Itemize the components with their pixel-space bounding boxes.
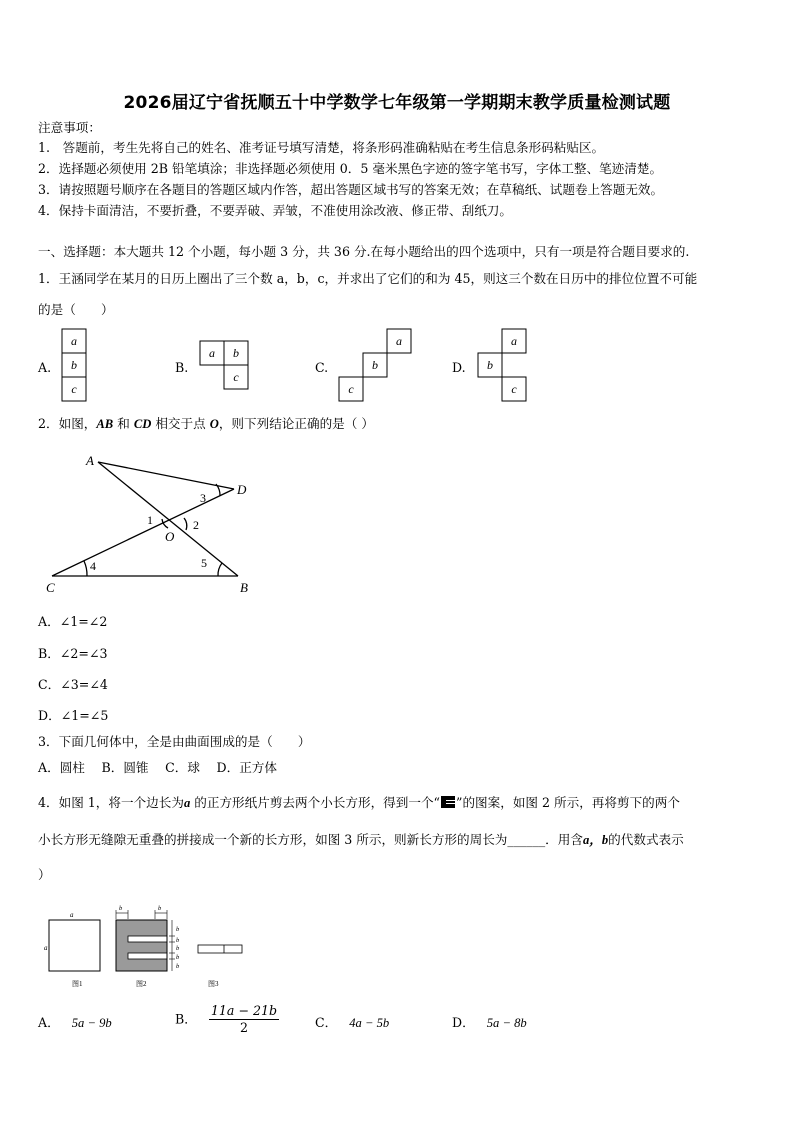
q2-option-d: D．∠1=∠5 xyxy=(38,708,109,723)
section-heading: 一、选择题：本大题共 12 个小题，每小题 3 分，共 36 分.在每小题给出的四个选项中，只有一项是符合题目要求的. xyxy=(38,244,690,259)
q1b-cell-c: c xyxy=(233,370,239,384)
q1-stem-line2: 的是（ ） xyxy=(38,302,114,317)
angle-2-label: 2 xyxy=(193,518,199,532)
fig3-caption: 图3 xyxy=(208,980,219,988)
angle-4-label: 4 xyxy=(90,559,96,573)
fig2-b-top-left: b xyxy=(119,905,123,912)
fig2-b-right-3: b xyxy=(176,945,180,952)
q1c-cell-a: a xyxy=(396,334,402,348)
notice-item-2: 2．选择题必须使用 2B 铅笔填涂；非选择题必须使用 0．5 毫米黑色字迹的签字笔书写，字体工整、笔迹清楚。 xyxy=(38,161,663,176)
line-ad xyxy=(98,462,234,489)
q4-option-a: A． 5a − 9b xyxy=(38,1015,112,1030)
notice-item-3: 3．请按照题号顺序在各题目的答题区域内作答，超出答题区域书写的答案无效；在草稿纸、试题卷上答题无效。 xyxy=(38,182,664,197)
q2-option-a: A．∠1=∠2 xyxy=(38,614,108,629)
q2-option-c: C．∠3=∠4 xyxy=(38,677,108,692)
q1c-cell-b: b xyxy=(372,358,378,372)
q1a-cell-a: a xyxy=(71,334,77,348)
fig2-caption: 图2 xyxy=(136,980,147,988)
fig2-b-right-4: b xyxy=(176,954,180,961)
angle-5-arc xyxy=(218,563,222,576)
q1-stem-line1: 1．王涵同学在某月的日历上圈出了三个数 a，b，c，并求出了它们的和为 45，则这三个数在日历中的排位位置不可能 xyxy=(38,271,698,286)
q4-stem-line3: ） xyxy=(38,867,51,882)
angle-3-label: 3 xyxy=(200,491,206,505)
q1-option-d-label: D. xyxy=(452,360,466,375)
q1-option-b-label: B. xyxy=(175,360,189,375)
q1-calendar-figures xyxy=(0,0,794,420)
notice-heading: 注意事项： xyxy=(38,120,101,135)
e-shape-icon xyxy=(440,795,456,809)
q1-option-c-label: C. xyxy=(315,360,329,375)
q1d-cell-c: c xyxy=(511,382,517,396)
fig1-a-left: a xyxy=(44,944,48,952)
q3-stem: 3．下面几何体中，全是由曲面围成的是（ ） xyxy=(38,734,311,749)
fig2-shape xyxy=(116,920,167,971)
notice-item-4: 4．保持卡面清洁，不要折叠，不要弄破、弄皱，不准使用涂改液、修正带、刮纸刀。 xyxy=(38,203,512,218)
point-b-label: B xyxy=(240,580,248,595)
q1-option-a-label: A. xyxy=(38,360,52,375)
angle-2-arc xyxy=(184,518,187,530)
q4-stem-line1: 4．如图 1，将一个边长为a 的正方形纸片剪去两个小长方形，得到一个“ ”的图案，如图 2 所示，再将剪下的两个 xyxy=(38,795,680,810)
q1a-cell-c: c xyxy=(71,382,77,396)
q1b-cell-a: a xyxy=(209,346,215,360)
angle-1-label: 1 xyxy=(147,513,153,527)
angle-5-label: 5 xyxy=(201,556,207,570)
q4-option-b: B． $\frac{11a - 21b}{2}$ xyxy=(175,1003,278,1035)
q1d-cell-b: b xyxy=(487,358,493,372)
q4-option-d: D． 5a − 8b xyxy=(452,1015,527,1030)
point-a-label: A xyxy=(86,453,94,468)
fig2-b-top-right: b xyxy=(158,905,162,912)
angle-4-arc xyxy=(84,561,87,576)
q3-options: A．圆柱 B．圆锥 C．球 D．正方体 xyxy=(38,760,277,775)
q1c-cell-c: c xyxy=(348,382,354,396)
q4-option-c: C． 4a − 5b xyxy=(315,1015,390,1030)
q1a-cell-b: b xyxy=(71,358,77,372)
point-c-label: C xyxy=(46,580,55,595)
q4-stem-line2: 小长方形无缝隙无重叠的拼接成一个新的长方形，如图 3 所示，则新长方形的周长为______．用含a，b的代数式表示 xyxy=(38,832,684,847)
line-ab xyxy=(98,462,238,576)
q2-stem: 2．如图，AB 和 CD 相交于点 O，则下列结论正确的是（ ） xyxy=(38,416,374,431)
q2-option-b: B．∠2=∠3 xyxy=(38,646,108,661)
fig1-caption: 图1 xyxy=(72,980,83,988)
fig2-b-right-2: b xyxy=(176,937,180,944)
fig1-square xyxy=(49,920,100,971)
fig2-b-right-5: b xyxy=(176,963,180,970)
point-o-label: O xyxy=(165,529,175,544)
fig1-a-top: a xyxy=(70,911,74,919)
q1d-cell-a: a xyxy=(511,334,517,348)
fig3-rectangle xyxy=(198,945,242,953)
q4-figures xyxy=(0,900,300,995)
q1b-cell-b: b xyxy=(233,346,239,360)
notice-item-1: 1. 答题前，考生先将自己的姓名、准考证号填写清楚，将条形码准确粘贴在考生信息条形码粘贴区。 xyxy=(38,140,605,155)
fig2-b-right-1: b xyxy=(176,926,180,933)
point-d-label: D xyxy=(237,482,247,497)
page-title: 2026届辽宁省抚顺五十中学数学七年级第一学期期末教学质量检测试题 xyxy=(123,93,671,113)
q2-intersecting-lines-figure xyxy=(0,440,300,600)
